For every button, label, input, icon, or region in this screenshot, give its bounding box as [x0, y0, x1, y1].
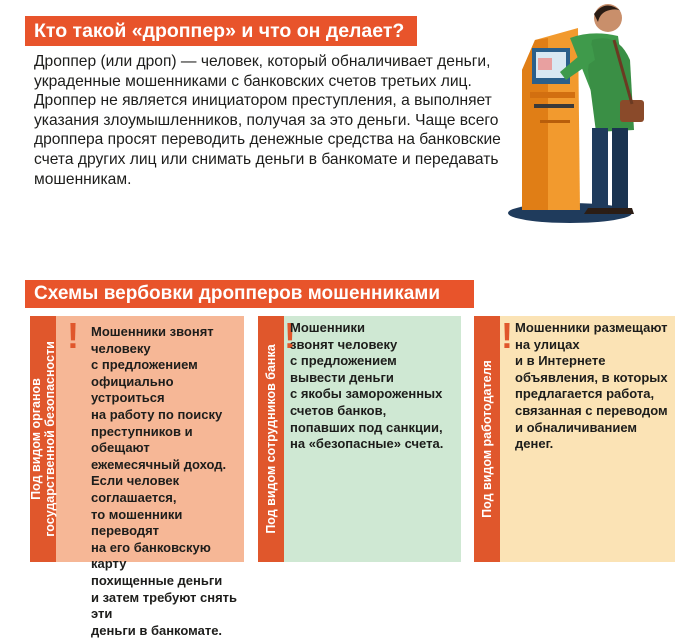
page-title: Кто такой «дроппер» и что он делает? [25, 16, 417, 46]
exclamation-icon: ! [67, 315, 79, 356]
card-side-label: Под видом сотрудников банка [264, 344, 278, 534]
card-side-strip [474, 316, 500, 562]
card-side-strip [258, 316, 284, 562]
card-side-label: Под видом органов государственной безопасности [29, 341, 57, 537]
atm-user-illustration [500, 0, 670, 225]
card-text: Мошенники звонят человеку с предложением официально устроиться на работу по поиску преступников и обещают ежемесячный доход. Если человек соглашается, то мошенники переводят на его банковскую карту похищенные деньги и затем требуют снять эти деньги в банкомате. [91, 324, 238, 638]
section-title: Схемы вербовки дропперов мошенниками [25, 280, 474, 308]
scheme-card-bank [258, 316, 461, 562]
scheme-card-security [29, 315, 244, 638]
exclamation-icon: ! [501, 315, 513, 356]
card-side-strip [30, 316, 56, 562]
exclamation-icon: ! [284, 315, 296, 356]
scheme-card-employer [474, 316, 675, 562]
intro-paragraph: Дроппер (или дроп) — человек, который обналичивает деньги, украденные мошенниками с банковских счетов третьих лиц. Дроппер не является инициатором преступления, а выполняет указания злоумышленников, получая за это деньги. Чаще всего дроппера просят переводить денежные средства на банковские счета других лиц или снимать деньги в банкомате и передавать мошенникам. [34, 53, 501, 188]
card-text: Мошенники звонят человеку с предложением вывести деньги с якобы замороженных счетов банков, попавших под санкции, на «безопасные» счета. [290, 320, 444, 452]
card-text: Мошенники размещают на улицах и в Интернете объявления, в которых предлагается работа, связанная с переводом и обналичиванием денег. [515, 320, 668, 452]
card-side-label: Под видом работодателя [480, 360, 494, 518]
